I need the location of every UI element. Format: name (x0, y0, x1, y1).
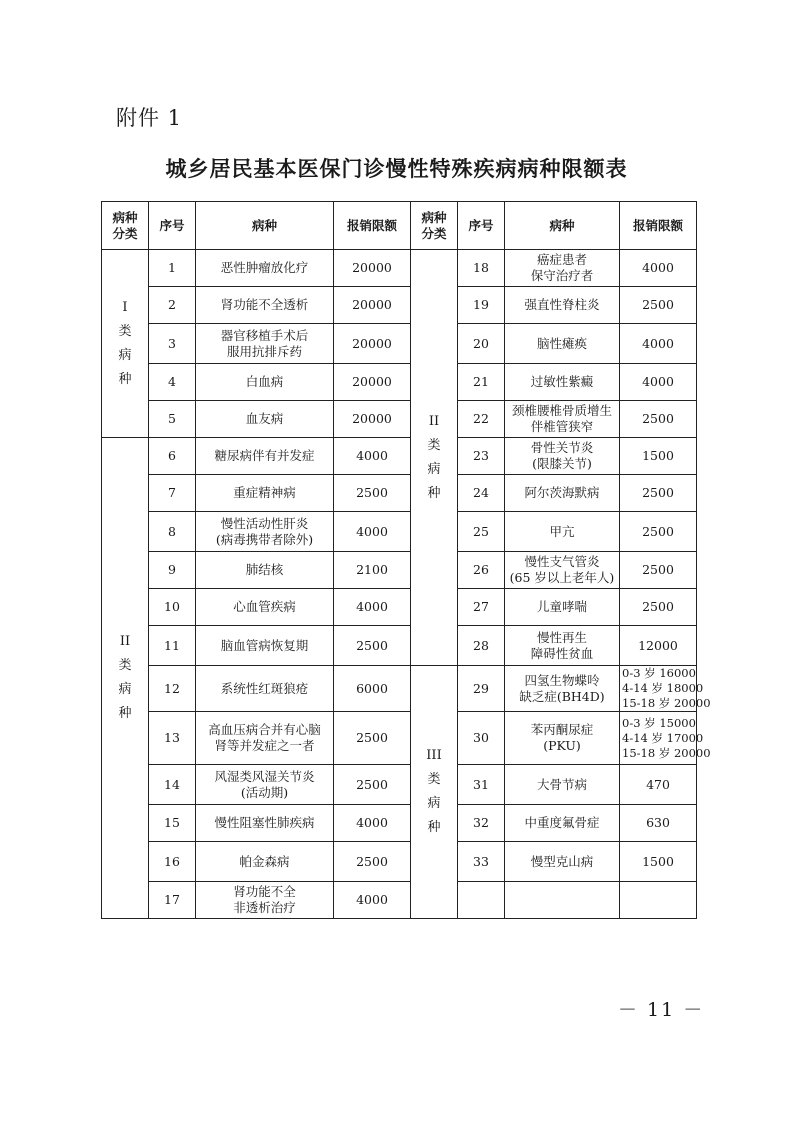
category-char: 类 (118, 658, 132, 673)
limit-amount: 2500 (620, 287, 697, 324)
category-cell-ii-right (411, 250, 458, 666)
disease-name: 慢性活动性肝炎 (病毒携带者除外) (196, 512, 334, 552)
row-number: 17 (149, 882, 196, 919)
disease-name: 心血管疾病 (196, 589, 334, 626)
category-char: II (119, 634, 131, 649)
limit-amount: 6000 (334, 666, 411, 712)
table-row (102, 882, 697, 919)
disease-name: 帕金森病 (196, 842, 334, 882)
row-number: 11 (149, 626, 196, 666)
disease-name: 甲亢 (505, 512, 620, 552)
table-row (102, 842, 697, 882)
limit-amount: 20000 (334, 324, 411, 364)
header-limit: 报销限额 (334, 202, 411, 250)
limit-amount: 2500 (620, 475, 697, 512)
category-char: III (426, 748, 442, 763)
limit-amount (620, 882, 697, 919)
table-row (102, 765, 697, 805)
limit-amount: 4000 (620, 364, 697, 401)
row-number: 28 (458, 626, 505, 666)
row-number: 24 (458, 475, 505, 512)
disease-name: 中重度氟骨症 (505, 805, 620, 842)
header-limit-right: 报销限额 (620, 202, 697, 250)
row-number: 26 (458, 552, 505, 589)
row-number: 30 (458, 712, 505, 765)
limit-amount-by-age (620, 666, 711, 712)
row-number: 21 (458, 364, 505, 401)
row-number: 19 (458, 287, 505, 324)
disease-name: 慢型克山病 (505, 842, 620, 882)
row-number: 23 (458, 438, 505, 475)
row-number: 6 (149, 438, 196, 475)
limit-amount: 4000 (620, 250, 697, 287)
category-char: 类 (427, 772, 441, 787)
limit-amount: 630 (620, 805, 697, 842)
table-row (102, 589, 697, 626)
table-row (102, 512, 697, 552)
category-char: 种 (427, 485, 441, 501)
limit-amount: 1500 (620, 438, 697, 475)
table-row (102, 324, 697, 364)
limit-amount: 4000 (334, 512, 411, 552)
age-limit-line: 0-3 岁 15000 (622, 715, 696, 730)
limit-amount: 2500 (620, 589, 697, 626)
disease-name: 血友病 (196, 401, 334, 438)
age-limit-line: 0-3 岁 16000 (622, 666, 696, 680)
disease-name: 慢性支气管炎 (65 岁以上老年人) (505, 552, 620, 589)
category-char: 类 (118, 323, 132, 339)
limit-amount: 2500 (620, 552, 697, 589)
row-number: 12 (149, 666, 196, 712)
limit-amount: 2500 (620, 401, 697, 438)
disease-name: 高血压病合并有心脑 肾等并发症之一者 (196, 712, 334, 765)
category-cell-ii (102, 438, 149, 919)
row-number: 15 (149, 805, 196, 842)
category-char: 病 (118, 347, 132, 363)
row-number: 2 (149, 287, 196, 324)
limit-amount: 20000 (334, 401, 411, 438)
table-row (102, 552, 697, 589)
header-number: 序号 (149, 202, 196, 250)
row-number: 22 (458, 401, 505, 438)
category-char: I (122, 299, 128, 315)
row-number: 4 (149, 364, 196, 401)
table-row (102, 712, 697, 765)
header-category: 病种 分类 (102, 202, 149, 250)
limit-amount: 1500 (620, 842, 697, 882)
disease-name: 四氢生物蝶呤 缺乏症(BH4D) (505, 666, 620, 712)
row-number: 27 (458, 589, 505, 626)
category-char: 类 (427, 437, 441, 453)
disease-name: 阿尔茨海默病 (505, 475, 620, 512)
table-row (102, 666, 697, 712)
row-number: 20 (458, 324, 505, 364)
attachment-label: 附件 1 (116, 106, 183, 130)
table-row (102, 250, 697, 287)
age-limit-line: 15-18 岁 20000 (622, 745, 711, 760)
row-number: 32 (458, 805, 505, 842)
disease-name: 脑血管病恢复期 (196, 626, 334, 666)
row-number: 33 (458, 842, 505, 882)
age-limit-line: 4-14 岁 17000 (622, 730, 704, 745)
row-number: 29 (458, 666, 505, 712)
age-limit-line: 15-18 岁 20000 (622, 696, 711, 710)
category-char: 种 (427, 820, 441, 835)
row-number: 8 (149, 512, 196, 552)
row-number: 14 (149, 765, 196, 805)
disease-name: 癌症患者 保守治疗者 (505, 250, 620, 287)
row-number: 3 (149, 324, 196, 364)
category-char: 病 (427, 796, 441, 811)
limit-amount: 2500 (334, 765, 411, 805)
header-disease-right: 病种 (505, 202, 620, 250)
disease-name: 慢性阻塞性肺疾病 (196, 805, 334, 842)
limit-amount: 2500 (334, 626, 411, 666)
limit-amount: 4000 (334, 805, 411, 842)
limit-amount: 20000 (334, 287, 411, 324)
disease-name: 骨性关节炎 (限膝关节) (505, 438, 620, 475)
disease-name: 儿童哮喘 (505, 589, 620, 626)
header-disease: 病种 (196, 202, 334, 250)
disease-name: 过敏性紫癜 (505, 364, 620, 401)
row-number: 9 (149, 552, 196, 589)
header-category-right: 病种 分类 (411, 202, 458, 250)
row-number: 1 (149, 250, 196, 287)
limit-amount: 2500 (334, 842, 411, 882)
disease-name: 肾功能不全 非透析治疗 (196, 882, 334, 919)
limit-amount: 4000 (620, 324, 697, 364)
disease-name: 重症精神病 (196, 475, 334, 512)
row-number: 18 (458, 250, 505, 287)
disease-name: 强直性脊柱炎 (505, 287, 620, 324)
limit-amount: 2500 (620, 512, 697, 552)
category-cell-i (102, 250, 149, 438)
disease-name: 白血病 (196, 364, 334, 401)
category-char: II (428, 413, 440, 429)
table-row (102, 364, 697, 401)
disease-name: 恶性肿瘤放化疗 (196, 250, 334, 287)
category-cell-iii (411, 666, 458, 919)
disease-name: 慢性再生 障碍性贫血 (505, 626, 620, 666)
row-number: 16 (149, 842, 196, 882)
table-row (102, 626, 697, 666)
disease-limit-table (101, 201, 711, 919)
disease-name: 肺结核 (196, 552, 334, 589)
limit-amount: 470 (620, 765, 697, 805)
disease-name: 脑性瘫痪 (505, 324, 620, 364)
category-char: 病 (427, 461, 441, 477)
disease-name: 糖尿病伴有并发症 (196, 438, 334, 475)
row-number: 13 (149, 712, 196, 765)
limit-amount: 4000 (334, 438, 411, 475)
disease-name: 大骨节病 (505, 765, 620, 805)
disease-name: 肾功能不全透析 (196, 287, 334, 324)
table-row (102, 475, 697, 512)
table-header-row (102, 202, 697, 250)
limit-amount: 2500 (334, 475, 411, 512)
limit-amount: 4000 (334, 589, 411, 626)
row-number: 5 (149, 401, 196, 438)
header-number-right: 序号 (458, 202, 505, 250)
limit-amount: 2100 (334, 552, 411, 589)
limit-amount: 4000 (334, 882, 411, 919)
disease-name: 苯丙酮尿症 (PKU) (505, 712, 620, 765)
page-title: 城乡居民基本医保门诊慢性特殊疾病病种限额表 (165, 157, 628, 181)
limit-amount: 20000 (334, 364, 411, 401)
limit-amount: 2500 (334, 712, 411, 765)
row-number: 7 (149, 475, 196, 512)
disease-name: 系统性红斑狼疮 (196, 666, 334, 712)
table-row (102, 438, 697, 475)
age-limit-line: 4-14 岁 18000 (622, 681, 704, 695)
category-char: 病 (118, 682, 132, 697)
table-row (102, 287, 697, 324)
limit-amount-by-age (620, 712, 711, 765)
page-number: － 11 － (618, 999, 705, 1021)
disease-name: 风湿类风湿关节炎 (活动期) (196, 765, 334, 805)
category-char: 种 (118, 371, 132, 387)
table-row (102, 401, 697, 438)
disease-name (505, 882, 620, 919)
row-number: 31 (458, 765, 505, 805)
table-row (102, 805, 697, 842)
disease-name: 颈椎腰椎骨质增生 伴椎管狭窄 (505, 401, 620, 438)
category-char: 种 (118, 706, 132, 721)
row-number: 10 (149, 589, 196, 626)
limit-amount: 20000 (334, 250, 411, 287)
row-number: 25 (458, 512, 505, 552)
row-number (458, 882, 505, 919)
disease-name: 器官移植手术后 服用抗排斥药 (196, 324, 334, 364)
limit-amount: 12000 (620, 626, 697, 666)
